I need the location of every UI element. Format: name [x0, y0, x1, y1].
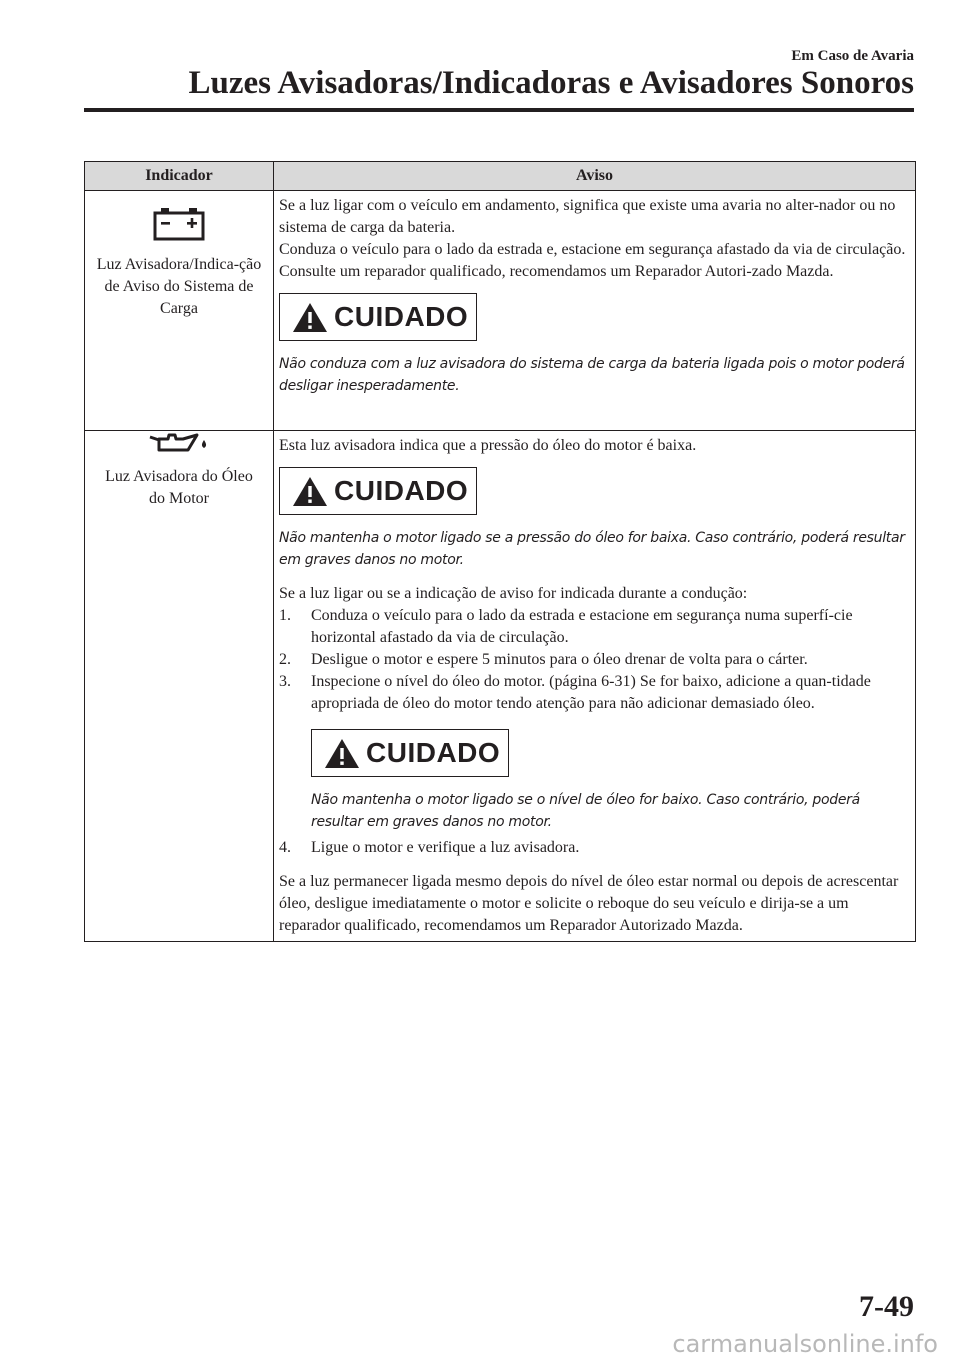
- table-row: [85, 191, 916, 431]
- column-header-indicator: Indicador: [85, 162, 274, 191]
- page-title: Luzes Avisadoras/Indicadoras e Avisadores Sonoros: [188, 65, 914, 101]
- page-number: 7-49: [859, 1290, 914, 1323]
- warning-lights-table: [84, 161, 916, 942]
- oil-can-icon: [148, 431, 210, 453]
- closing-text: Se a luz permanecer ligada mesmo depois do nível de óleo estar normal ou depois de acrescentar óleo, desligue imediatamente o motor e solicite o reboque do seu veículo e dirija-se a um reparador qualificado, recomendamos um Reparador Autorizado Mazda.: [279, 873, 899, 934]
- table-row: [85, 431, 916, 942]
- indicator-label: Luz Avisadora/Indica-ção de Aviso do Sistema de Carga: [96, 256, 262, 317]
- caution-text: Não mantenha o motor ligado se a pressão do óleo for baixa. Caso contrário, poderá resultar em graves danos no motor.: [279, 530, 905, 568]
- caution-text: Não conduza com a luz avisadora do sistema de carga da bateria ligada pois o motor poderá desligar inesperadamente.: [279, 356, 905, 394]
- battery-icon: [153, 207, 205, 241]
- table-header-row: [85, 162, 916, 191]
- caution-label: CUIDADO: [366, 737, 501, 768]
- list-item: 2. Desligue o motor e espere 5 minutos para o óleo drenar de volta para o cárter.: [279, 651, 808, 668]
- header-rule: [84, 108, 914, 112]
- caution-text: Não mantenha o motor ligado se o nível de óleo for baixo. Caso contrário, poderá resultar em graves danos no motor.: [311, 792, 860, 830]
- steps-list: [279, 605, 911, 859]
- warning-triangle-icon: [292, 476, 328, 507]
- caution-label: CUIDADO: [334, 301, 469, 332]
- caution-box: [279, 467, 477, 515]
- warning-text: Se a luz ligar com o veículo em andamento, significa que existe uma avaria no alter-nador ou no sistema de carga da bateria.: [279, 197, 896, 236]
- caution-label: CUIDADO: [334, 475, 469, 506]
- section-name: Em Caso de Avaria: [791, 48, 914, 64]
- warning-triangle-icon: [324, 738, 360, 769]
- watermark: carmanualsonline.info: [672, 1330, 938, 1358]
- steps-intro: Se a luz ligar ou se a indicação de aviso for indicada durante a condução:: [279, 585, 748, 602]
- list-item: 3. Inspecione o nível do óleo do motor. (página 6-31) Se for baixo, adicione a quan-tidade apropriada de óleo do motor tendo atenção para não adicionar demasiado óleo. CUIDADO Não mantenha o motor ligado se o nível de óleo for baixo. Caso contrário, poderá resultar em graves danos no motor.: [279, 671, 911, 833]
- warning-text: Conduza o veículo para o lado da estrada e, estacione em segurança afastado da via de circulação. Consulte um reparador qualificado, recomendamos um Reparador Autori-zado Mazda.: [279, 241, 906, 280]
- warning-triangle-icon: [292, 302, 328, 333]
- indicator-cell: [85, 431, 274, 942]
- warning-cell: [274, 431, 916, 942]
- caution-box: [279, 293, 477, 341]
- column-header-warning: Aviso: [274, 162, 916, 191]
- indicator-cell: [85, 191, 274, 431]
- list-item: 1. Conduza o veículo para o lado da estrada e estacione em segurança numa superfí-cie horizontal afastado da via de circulação.: [279, 607, 853, 646]
- warning-text: Esta luz avisadora indica que a pressão do óleo do motor é baixa.: [279, 437, 697, 454]
- list-item: 4. Ligue o motor e verifique a luz avisadora.: [279, 839, 580, 856]
- indicator-label: Luz Avisadora do Óleo do Motor: [105, 468, 253, 507]
- caution-box: [311, 729, 509, 777]
- warning-cell: [274, 191, 916, 431]
